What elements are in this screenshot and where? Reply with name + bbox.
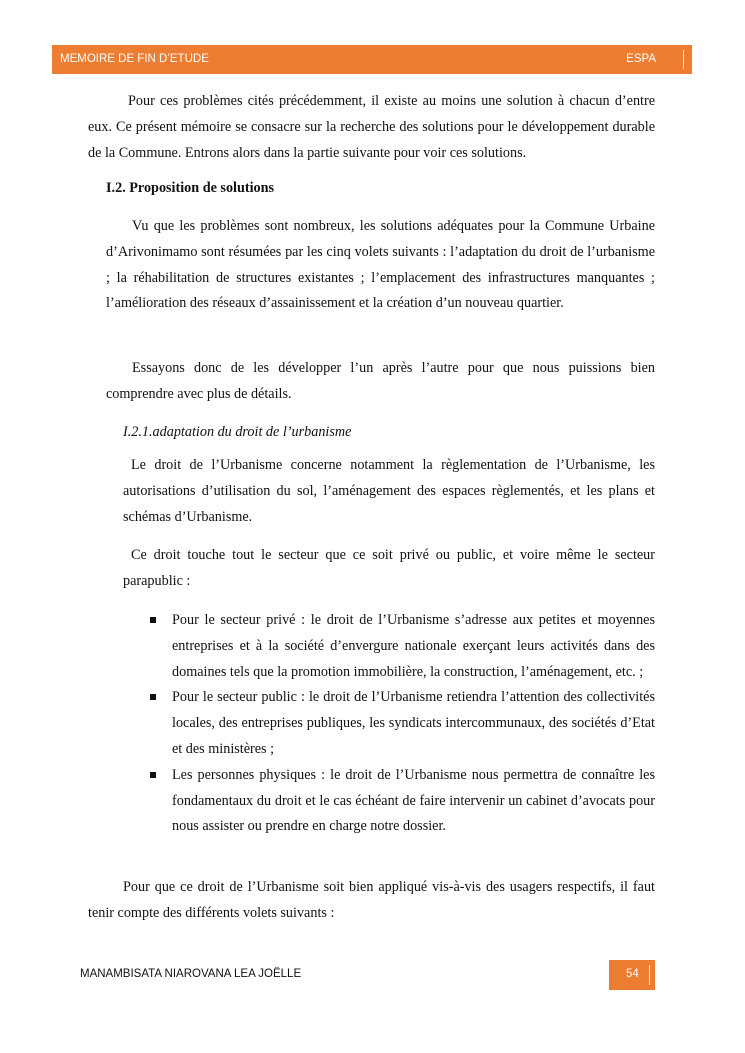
develop-paragraph: Essayons donc de les développer l’un après l’autre pour que nous puissions bien comprendre avec plus de détails.	[106, 360, 655, 402]
intro-paragraph: Pour ces problèmes cités précédemment, il existe au moins une solution à chacun d’entre eux. Ce présent mémoire se consacre sur la recherche des solutions pour le développement durable de la Commune. Entrons alors dans la partie suivante pour voir ces solutions.	[88, 93, 655, 161]
section-heading: I.2. Proposition de solutions	[106, 180, 275, 196]
header-divider	[683, 50, 684, 69]
secteur-paragraph: Ce droit touche tout le secteur que ce soit privé ou public, et voire même le secteur parapublic :	[123, 547, 655, 589]
square-bullet-icon	[150, 617, 156, 623]
sector-bullet-list	[150, 608, 655, 840]
header-document-type: MEMOIRE DE FIN D’ETUDE	[60, 53, 209, 65]
droit-paragraph: Le droit de l’Urbanisme concerne notamment la règlementation de l’Urbanisme, les autorisations d’utilisation du sol, l’aménagement des espaces règlementés, et les plans et schémas d’Urbanisme.	[123, 457, 655, 525]
footer-author: MANAMBISATA NIAROVANA LEA JOËLLE	[80, 968, 302, 980]
list-item	[150, 763, 655, 840]
solutions-paragraph: Vu que les problèmes sont nombreux, les solutions adéquates pour la Commune Urbaine d’Arivonimamo sont résumées par les cinq volets suivants : l’adaptation du droit de l’urbanisme ; la réhabilitation de structures existantes ; l’emplacement des infrastructures manquantes ; l’amélioration des réseaux d’assainissement et la création d’un nouveau quartier.	[106, 218, 655, 312]
square-bullet-icon	[150, 772, 156, 778]
bullet-text: Les personnes physiques : le droit de l’Urbanisme nous permettra de connaître les fondamentaux du droit et le cas échéant de faire intervenir un cabinet d’avocats pour nous assister ou prendre en charge notre dossier.	[172, 766, 655, 835]
bullet-text: Pour le secteur privé : le droit de l’Urbanisme s’adresse aux petites et moyennes entreprises et à la société d’envergure nationale exerçant leurs activités dans des domaines tels que la promotion immobilière, la construction, l’aménagement, etc. ;	[172, 612, 655, 680]
list-item	[150, 685, 655, 762]
page-number: 54	[626, 968, 639, 980]
subsection-heading: I.2.1.adaptation du droit de l’urbanisme	[123, 424, 352, 440]
header-school-name: ESPA	[626, 53, 656, 65]
square-bullet-icon	[150, 694, 156, 700]
page-number-divider	[649, 965, 650, 985]
page-number-box	[609, 960, 655, 990]
page-header	[52, 45, 692, 74]
final-paragraph: Pour que ce droit de l’Urbanisme soit bien appliqué vis-à-vis des usagers respectifs, il faut tenir compte des différents volets suivants :	[88, 879, 655, 921]
list-item	[150, 608, 655, 685]
bullet-text: Pour le secteur public : le droit de l’Urbanisme retiendra l’attention des collectivités locales, des entreprises publiques, les syndicats intercommunaux, des sociétés d’Etat et des ministères ;	[172, 689, 655, 757]
